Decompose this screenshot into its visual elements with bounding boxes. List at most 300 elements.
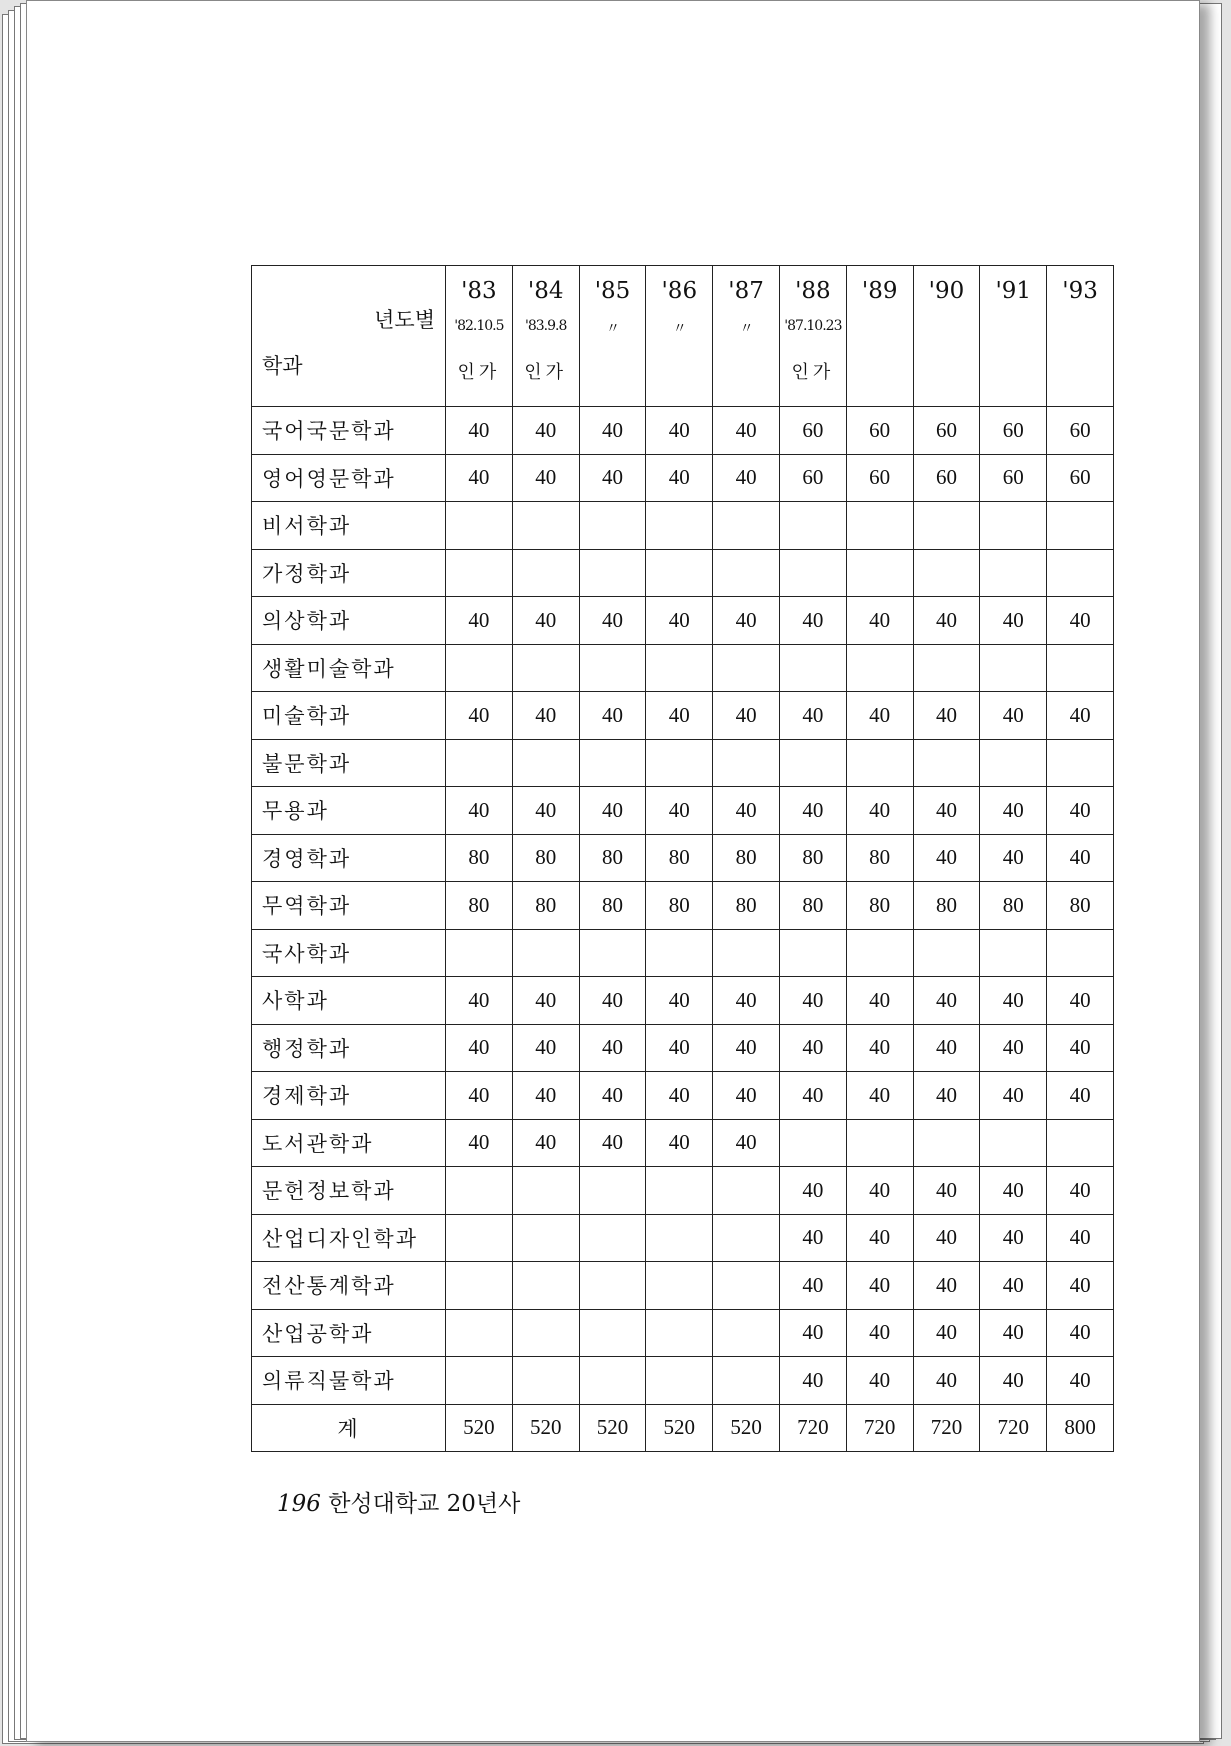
- department-name: 행정학과: [252, 1024, 446, 1072]
- quota-cell: 40: [846, 977, 913, 1025]
- quota-cell: [512, 1214, 579, 1262]
- quota-cell: 40: [446, 407, 513, 455]
- quota-cell: 40: [779, 1357, 846, 1405]
- quota-cell: 80: [446, 834, 513, 882]
- year-label: '93: [1062, 278, 1098, 304]
- quota-cell: [980, 1119, 1047, 1167]
- quota-cell: 40: [646, 454, 713, 502]
- quota-cell: [446, 549, 513, 597]
- quota-cell: [779, 549, 846, 597]
- quota-cell: [579, 739, 646, 787]
- year-label: '87: [728, 278, 764, 304]
- quota-cell: 60: [1047, 454, 1114, 502]
- table-row: [252, 1167, 1114, 1215]
- book-page: [26, 0, 1200, 1742]
- approval-date: '82.10.5: [454, 318, 504, 334]
- table-row: [252, 1119, 1114, 1167]
- quota-cell: 40: [980, 787, 1047, 835]
- quota-cell: 40: [1047, 1262, 1114, 1310]
- quota-cell: [913, 739, 980, 787]
- total-cell: 520: [446, 1404, 513, 1452]
- quota-cell: 60: [980, 407, 1047, 455]
- quota-cell: 40: [846, 597, 913, 645]
- approval-date: [847, 318, 913, 336]
- year-header: [713, 266, 780, 407]
- department-name: 의류직물학과: [252, 1357, 446, 1405]
- total-cell: 720: [846, 1404, 913, 1452]
- quota-cell: [713, 1357, 780, 1405]
- quota-cell: [913, 929, 980, 977]
- corner-header: [252, 266, 446, 407]
- quota-cell: 40: [579, 977, 646, 1025]
- quota-cell: [779, 644, 846, 692]
- quota-cell: 40: [980, 1309, 1047, 1357]
- approval-note: 인가: [791, 362, 835, 383]
- quota-cell: [913, 502, 980, 550]
- quota-cell: [846, 1119, 913, 1167]
- quota-cell: 40: [779, 1167, 846, 1215]
- quota-cell: [1047, 549, 1114, 597]
- year-label: '84: [527, 278, 564, 304]
- department-name: 비서학과: [252, 502, 446, 550]
- quota-cell: 40: [1047, 1072, 1114, 1120]
- quota-cell: [713, 739, 780, 787]
- quota-cell: 40: [913, 1262, 980, 1310]
- quota-cell: 40: [846, 1072, 913, 1120]
- quota-cell: 40: [779, 1214, 846, 1262]
- quota-cell: [579, 644, 646, 692]
- department-name: 사학과: [252, 977, 446, 1025]
- quota-cell: [1047, 929, 1114, 977]
- quota-cell: [512, 549, 579, 597]
- year-header: [846, 266, 913, 407]
- department-name: 산업공학과: [252, 1309, 446, 1357]
- quota-cell: [980, 739, 1047, 787]
- quota-cell: 80: [779, 834, 846, 882]
- year-label: '83: [461, 278, 497, 304]
- quota-cell: 40: [512, 407, 579, 455]
- table-row: [252, 739, 1114, 787]
- quota-cell: [846, 929, 913, 977]
- quota-cell: 40: [512, 977, 579, 1025]
- quota-cell: 40: [512, 597, 579, 645]
- quota-cell: 80: [579, 834, 646, 882]
- year-label: '91: [995, 278, 1032, 304]
- department-name: 국사학과: [252, 929, 446, 977]
- quota-cell: 40: [713, 597, 780, 645]
- quota-cell: 60: [913, 407, 980, 455]
- quota-cell: [512, 929, 579, 977]
- quota-cell: 60: [779, 407, 846, 455]
- year-header: [646, 266, 713, 407]
- total-row: [252, 1404, 1114, 1452]
- quota-cell: [713, 929, 780, 977]
- quota-cell: 80: [713, 882, 780, 930]
- quota-cell: 40: [980, 1072, 1047, 1120]
- department-name: 영어영문학과: [252, 454, 446, 502]
- quota-cell: 40: [713, 407, 780, 455]
- book-title: 한성대학교 20년사: [328, 1491, 521, 1517]
- quota-cell: 40: [512, 1072, 579, 1120]
- table-row: [252, 929, 1114, 977]
- quota-cell: 40: [1047, 1167, 1114, 1215]
- table-body: [252, 407, 1114, 1452]
- quota-cell: 40: [779, 1262, 846, 1310]
- quota-cell: 40: [779, 1024, 846, 1072]
- quota-cell: 40: [980, 692, 1047, 740]
- quota-cell: 40: [913, 1214, 980, 1262]
- quota-cell: 80: [980, 882, 1047, 930]
- quota-cell: 40: [512, 1024, 579, 1072]
- quota-cell: [913, 644, 980, 692]
- quota-cell: [579, 1309, 646, 1357]
- quota-cell: 40: [913, 1072, 980, 1120]
- quota-cell: 40: [846, 1167, 913, 1215]
- year-label: '85: [594, 278, 631, 304]
- quota-cell: 40: [846, 692, 913, 740]
- quota-cell: 40: [846, 1262, 913, 1310]
- quota-cell: 40: [646, 692, 713, 740]
- quota-cell: [512, 1357, 579, 1405]
- quota-cell: 40: [913, 787, 980, 835]
- quota-cell: [579, 929, 646, 977]
- quota-cell: 40: [579, 692, 646, 740]
- quota-cell: [446, 929, 513, 977]
- quota-cell: [446, 502, 513, 550]
- page-number: 196: [277, 1491, 321, 1517]
- quota-cell: 60: [846, 407, 913, 455]
- department-name: 국어국문학과: [252, 407, 446, 455]
- quota-cell: [646, 1309, 713, 1357]
- department-name: 경제학과: [252, 1072, 446, 1120]
- department-name: 전산통계학과: [252, 1262, 446, 1310]
- corner-year-label: 년도별: [374, 308, 435, 332]
- quota-cell: 40: [713, 1024, 780, 1072]
- quota-cell: [646, 1214, 713, 1262]
- quota-cell: 40: [913, 692, 980, 740]
- quota-cell: 40: [846, 1309, 913, 1357]
- quota-cell: [446, 739, 513, 787]
- approval-date: '83.9.8: [525, 318, 567, 334]
- quota-cell: 40: [913, 834, 980, 882]
- table-row: [252, 977, 1114, 1025]
- quota-cell: 40: [846, 787, 913, 835]
- table-row: [252, 1024, 1114, 1072]
- total-cell: 520: [512, 1404, 579, 1452]
- quota-cell: 80: [512, 834, 579, 882]
- quota-cell: [713, 1214, 780, 1262]
- quota-cell: 40: [646, 597, 713, 645]
- quota-cell: [579, 1167, 646, 1215]
- department-name: 가정학과: [252, 549, 446, 597]
- quota-cell: [779, 929, 846, 977]
- quota-cell: 40: [446, 787, 513, 835]
- quota-cell: 40: [446, 1072, 513, 1120]
- quota-cell: 40: [980, 834, 1047, 882]
- quota-cell: [579, 1357, 646, 1405]
- quota-cell: 40: [646, 407, 713, 455]
- quota-cell: 80: [913, 882, 980, 930]
- quota-cell: 80: [646, 882, 713, 930]
- quota-cell: 40: [512, 692, 579, 740]
- quota-cell: 80: [779, 882, 846, 930]
- table-row: [252, 597, 1114, 645]
- table-row: [252, 882, 1114, 930]
- quota-cell: [713, 549, 780, 597]
- quota-cell: 40: [1047, 1309, 1114, 1357]
- quota-cell: 40: [713, 787, 780, 835]
- quota-cell: [512, 1167, 579, 1215]
- quota-cell: 60: [846, 454, 913, 502]
- quota-cell: 40: [446, 1024, 513, 1072]
- table-row: [252, 407, 1114, 455]
- quota-cell: [713, 644, 780, 692]
- department-name: 무용과: [252, 787, 446, 835]
- quota-cell: 40: [646, 1024, 713, 1072]
- quota-cell: [446, 644, 513, 692]
- quota-cell: [846, 502, 913, 550]
- quota-cell: 40: [713, 1119, 780, 1167]
- quota-cell: [512, 1309, 579, 1357]
- quota-cell: [1047, 1119, 1114, 1167]
- total-cell: 720: [980, 1404, 1047, 1452]
- total-cell: 520: [646, 1404, 713, 1452]
- quota-cell: [913, 549, 980, 597]
- quota-cell: [446, 1262, 513, 1310]
- quota-cell: 40: [1047, 1357, 1114, 1405]
- quota-cell: [646, 1357, 713, 1405]
- quota-cell: 80: [846, 834, 913, 882]
- quota-cell: 80: [713, 834, 780, 882]
- quota-cell: [646, 502, 713, 550]
- quota-cell: 40: [579, 407, 646, 455]
- total-cell: 520: [579, 1404, 646, 1452]
- quota-cell: 40: [779, 1309, 846, 1357]
- page-footer: [277, 1485, 520, 1518]
- quota-cell: [1047, 739, 1114, 787]
- table-row: [252, 549, 1114, 597]
- department-name: 도서관학과: [252, 1119, 446, 1167]
- quota-cell: [846, 549, 913, 597]
- department-name: 미술학과: [252, 692, 446, 740]
- approval-date: 〃: [739, 321, 753, 337]
- quota-cell: 40: [1047, 977, 1114, 1025]
- quota-cell: [980, 644, 1047, 692]
- quota-cell: [713, 502, 780, 550]
- table-row: [252, 644, 1114, 692]
- quota-cell: [1047, 502, 1114, 550]
- quota-cell: [579, 549, 646, 597]
- quota-cell: [646, 929, 713, 977]
- quota-cell: 80: [512, 882, 579, 930]
- quota-cell: 40: [913, 1167, 980, 1215]
- quota-cell: 40: [913, 597, 980, 645]
- department-name: 불문학과: [252, 739, 446, 787]
- quota-cell: 80: [446, 882, 513, 930]
- quota-cell: [1047, 644, 1114, 692]
- quota-cell: 40: [446, 597, 513, 645]
- quota-cell: 40: [646, 787, 713, 835]
- quota-cell: 40: [1047, 834, 1114, 882]
- quota-cell: [646, 1262, 713, 1310]
- quota-cell: 40: [646, 977, 713, 1025]
- quota-cell: 40: [1047, 1024, 1114, 1072]
- year-label: '89: [861, 278, 898, 304]
- quota-cell: 40: [913, 977, 980, 1025]
- approval-date: '87.10.23: [784, 318, 842, 334]
- quota-cell: 40: [846, 1024, 913, 1072]
- quota-cell: 40: [1047, 597, 1114, 645]
- approval-note: 인가: [457, 362, 501, 383]
- quota-cell: 40: [1047, 692, 1114, 740]
- year-label: '88: [795, 278, 831, 304]
- quota-cell: 40: [446, 977, 513, 1025]
- quota-cell: 60: [779, 454, 846, 502]
- table-row: [252, 1309, 1114, 1357]
- table-row: [252, 1357, 1114, 1405]
- total-cell: 520: [713, 1404, 780, 1452]
- quota-cell: 40: [579, 1119, 646, 1167]
- quota-cell: [579, 1214, 646, 1262]
- quota-cell: 40: [579, 454, 646, 502]
- quota-cell: 40: [713, 454, 780, 502]
- quota-cell: [980, 502, 1047, 550]
- department-name: 문헌정보학과: [252, 1167, 446, 1215]
- quota-cell: 40: [713, 977, 780, 1025]
- table-row: [252, 692, 1114, 740]
- approval-date: [980, 318, 1046, 336]
- department-name: 의상학과: [252, 597, 446, 645]
- quota-cell: 40: [1047, 787, 1114, 835]
- quota-cell: [713, 1309, 780, 1357]
- quota-cell: [846, 644, 913, 692]
- year-header: [779, 266, 846, 407]
- quota-cell: 40: [579, 1024, 646, 1072]
- total-cell: 720: [779, 1404, 846, 1452]
- quota-cell: 40: [512, 787, 579, 835]
- quota-cell: [779, 739, 846, 787]
- quota-cell: [446, 1357, 513, 1405]
- quota-cell: [512, 739, 579, 787]
- quota-cell: [713, 1167, 780, 1215]
- quota-cell: 40: [579, 787, 646, 835]
- quota-cell: 40: [980, 1214, 1047, 1262]
- table-header-row: [252, 266, 1114, 407]
- quota-cell: 40: [779, 977, 846, 1025]
- quota-cell: 40: [980, 1167, 1047, 1215]
- quota-cell: [512, 644, 579, 692]
- quota-cell: 40: [980, 1357, 1047, 1405]
- quota-cell: 40: [980, 597, 1047, 645]
- quota-cell: [913, 1119, 980, 1167]
- quota-cell: [512, 1262, 579, 1310]
- quota-cell: [646, 1167, 713, 1215]
- quota-cell: [646, 644, 713, 692]
- quota-cell: 40: [446, 1119, 513, 1167]
- approval-note: 인가: [524, 362, 568, 383]
- quota-cell: 80: [846, 882, 913, 930]
- quota-cell: 60: [1047, 407, 1114, 455]
- department-name: 무역학과: [252, 882, 446, 930]
- quota-cell: 40: [980, 1024, 1047, 1072]
- table-row: [252, 454, 1114, 502]
- quota-cell: 40: [779, 787, 846, 835]
- quota-cell: [446, 1309, 513, 1357]
- quota-cell: 40: [579, 1072, 646, 1120]
- table-row: [252, 502, 1114, 550]
- department-name: 산업디자인학과: [252, 1214, 446, 1262]
- quota-cell: 40: [980, 1262, 1047, 1310]
- quota-cell: 40: [846, 1357, 913, 1405]
- quota-cell: [646, 739, 713, 787]
- quota-cell: 40: [446, 454, 513, 502]
- total-cell: 800: [1047, 1404, 1114, 1452]
- enrollment-quota-table: [251, 265, 1114, 1452]
- quota-cell: [779, 502, 846, 550]
- quota-cell: [713, 1262, 780, 1310]
- year-header: [980, 266, 1047, 407]
- quota-cell: 40: [579, 597, 646, 645]
- quota-cell: [846, 739, 913, 787]
- quota-cell: 40: [1047, 1214, 1114, 1262]
- quota-cell: 40: [913, 1309, 980, 1357]
- approval-date: [1047, 318, 1113, 336]
- quota-cell: 40: [446, 692, 513, 740]
- quota-cell: 40: [779, 1072, 846, 1120]
- quota-cell: 40: [913, 1024, 980, 1072]
- corner-dept-label: 학과: [262, 354, 303, 378]
- quota-cell: 40: [846, 1214, 913, 1262]
- quota-cell: 40: [913, 1357, 980, 1405]
- quota-cell: 40: [779, 597, 846, 645]
- quota-cell: 40: [646, 1119, 713, 1167]
- quota-cell: 60: [980, 454, 1047, 502]
- quota-cell: 40: [980, 977, 1047, 1025]
- table-row: [252, 787, 1114, 835]
- year-label: '86: [661, 278, 698, 304]
- year-label: '90: [928, 278, 965, 304]
- table-row: [252, 1262, 1114, 1310]
- table-row: [252, 834, 1114, 882]
- quota-cell: 40: [713, 692, 780, 740]
- quota-cell: [446, 1167, 513, 1215]
- quota-cell: 40: [713, 1072, 780, 1120]
- approval-date: 〃: [672, 321, 686, 337]
- year-header: [446, 266, 513, 407]
- quota-cell: 80: [1047, 882, 1114, 930]
- table-row: [252, 1072, 1114, 1120]
- quota-cell: 80: [579, 882, 646, 930]
- quota-cell: [579, 502, 646, 550]
- quota-cell: [779, 1119, 846, 1167]
- department-name: 경영학과: [252, 834, 446, 882]
- year-header: [512, 266, 579, 407]
- quota-cell: [646, 549, 713, 597]
- total-label: 계: [252, 1404, 446, 1452]
- approval-date: [914, 318, 980, 336]
- quota-cell: 40: [512, 454, 579, 502]
- quota-cell: [980, 929, 1047, 977]
- quota-cell: [446, 1214, 513, 1262]
- quota-cell: 60: [913, 454, 980, 502]
- quota-cell: 40: [512, 1119, 579, 1167]
- quota-cell: [512, 502, 579, 550]
- department-name: 생활미술학과: [252, 644, 446, 692]
- quota-cell: [980, 549, 1047, 597]
- year-header: [913, 266, 980, 407]
- table-row: [252, 1214, 1114, 1262]
- total-cell: 720: [913, 1404, 980, 1452]
